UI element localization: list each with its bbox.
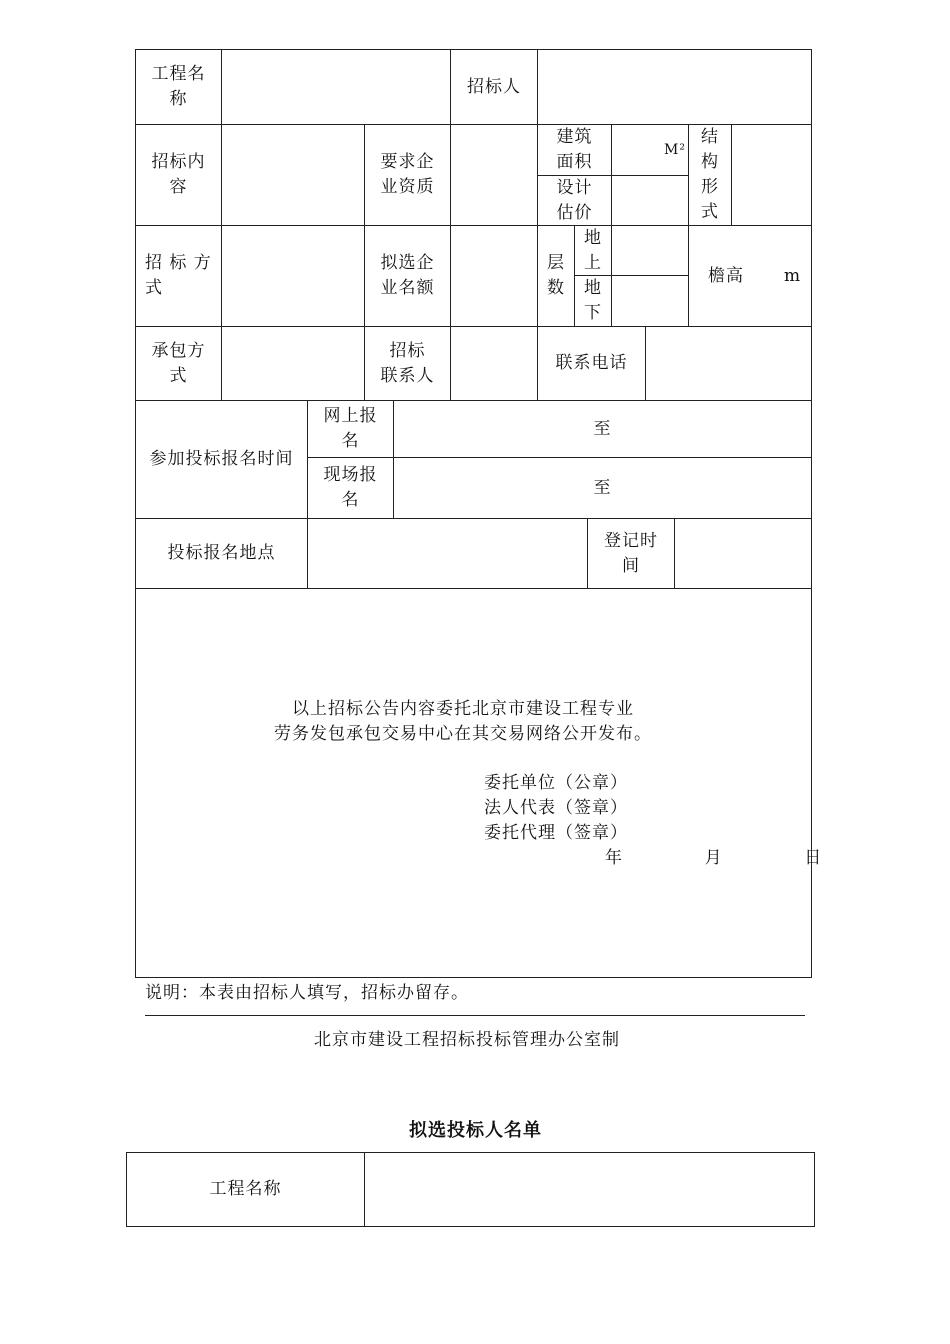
below-ground-label [575, 276, 611, 326]
qualification-label [365, 125, 450, 225]
phone-label-text: 联系电话 [555, 353, 628, 373]
tenderer-label [451, 50, 537, 124]
below-ground-label-text: 地 下 [584, 278, 602, 323]
above-ground-label-text: 地 上 [584, 227, 602, 273]
floors-label-text: 层 数 [547, 253, 565, 298]
floors-label [538, 226, 574, 326]
onsite-registration-label [308, 458, 393, 518]
online-registration-label [308, 401, 393, 457]
sign-legal: 法人代表（签章） [484, 798, 628, 818]
building-area-label [538, 125, 611, 175]
contact-label-text: 招标 联系人 [380, 340, 435, 386]
tender-content-label-text: 招标内 容 [151, 152, 206, 197]
list-project-label [127, 1153, 364, 1226]
tender-method-label-text: 招 标 方 式 [145, 253, 212, 298]
location-label-text: 投标报名地点 [167, 543, 276, 563]
contract-method-label [136, 327, 221, 400]
phone-label [538, 327, 645, 400]
notice-line-2: 劳务发包承包交易中心在其交易网络公开发布。 [274, 724, 652, 744]
onsite-registration-range[interactable] [394, 458, 811, 518]
sign-unit: 委托单位（公章） [484, 773, 628, 793]
list-project-label-text: 工程名称 [209, 1179, 282, 1199]
register-time-label [588, 519, 674, 588]
contact-label [365, 327, 450, 400]
contract-method-label-text: 承包方 式 [151, 340, 206, 386]
note-text: 说明：本表由招标人填写，招标办留存。 [145, 983, 469, 1003]
tender-method-label [136, 226, 221, 326]
qualification-label-text: 要求企 业资质 [380, 152, 435, 197]
tenderer-value[interactable] [538, 50, 811, 124]
eave-height-label: 檐高 [708, 266, 744, 286]
notice-line-1: 以上招标公告内容委托北京市建设工程专业 [292, 699, 634, 719]
registration-time-label [136, 401, 307, 518]
structure-label-text: 结 构 形 式 [701, 127, 719, 222]
above-ground-label [575, 226, 611, 275]
online-registration-label-text: 网上报 名 [323, 406, 378, 451]
project-name-value[interactable] [222, 50, 450, 124]
divider [145, 1015, 805, 1016]
quota-label-text: 拟选企 业名额 [380, 253, 435, 298]
issuer-text: 北京市建设工程招标投标管理办公室制 [314, 1030, 620, 1050]
eave-unit: m [784, 266, 802, 286]
design-estimate-label-text: 设计 估价 [556, 177, 593, 223]
date-line: 年 月 日 [605, 848, 823, 868]
quota-label [365, 226, 450, 326]
online-registration-range[interactable] [394, 401, 811, 457]
location-label [136, 519, 307, 588]
area-unit: M² [664, 142, 686, 158]
design-estimate-label [538, 176, 611, 225]
structure-label [689, 125, 731, 225]
list-title: 拟选投标人名单 [409, 1120, 542, 1141]
register-time-label-text: 登记时 间 [604, 530, 658, 576]
project-name-label-text: 工程名 称 [151, 64, 206, 109]
registration-time-label-text: 参加投标报名时间 [149, 449, 294, 469]
project-name-label [136, 50, 221, 124]
sign-agent: 委托代理（签章） [484, 823, 628, 843]
list-project-value[interactable] [365, 1153, 814, 1226]
to-text-2: 至 [593, 477, 612, 498]
tender-content-label [136, 125, 221, 225]
tenderer-label-text: 招标人 [467, 76, 521, 97]
building-area-label-text: 建筑 面积 [556, 127, 593, 172]
to-text-1: 至 [593, 418, 612, 439]
onsite-registration-label-text: 现场报 名 [323, 465, 378, 510]
